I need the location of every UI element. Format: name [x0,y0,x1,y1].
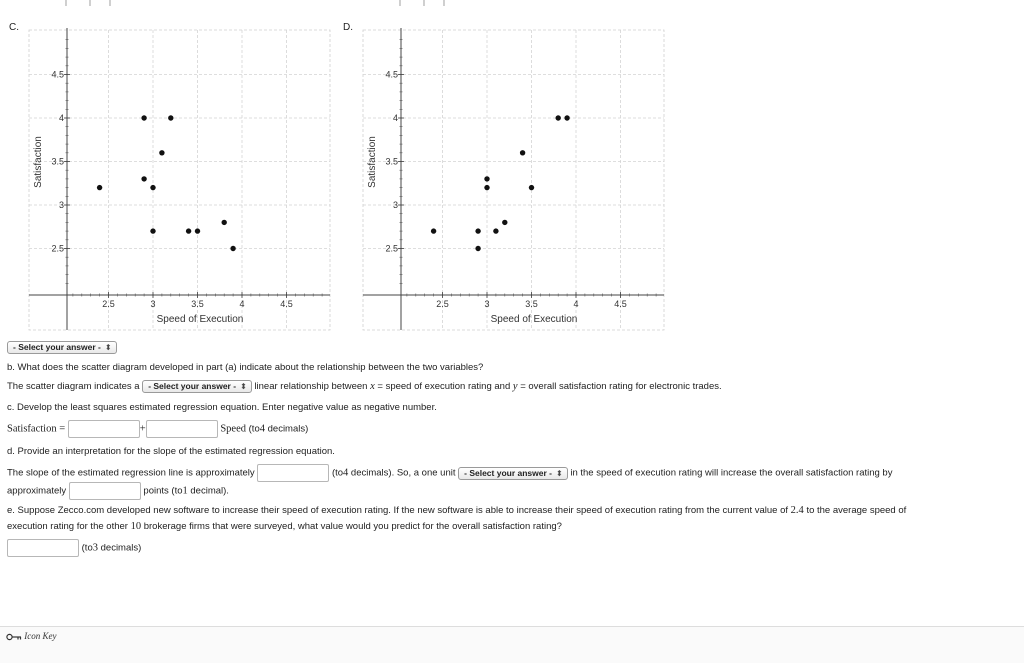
part-d-row-1 [7,464,892,482]
part-e-line1-num: 2.4 [790,505,804,516]
y-tick-label: 4.5 [385,69,398,80]
x-tick-label: 2.5 [102,299,115,309]
equation-lhs: Satisfaction = [7,423,66,435]
x-tick-label: 3 [484,299,490,309]
part-d-note1-pre: (to [331,467,344,479]
y-tick-label: 3.5 [385,156,398,167]
intercept-input[interactable] [68,420,140,438]
x-tick-label: 4 [239,299,245,309]
var-x: x [370,381,375,393]
data-point [564,115,569,120]
slope-interpretation-input[interactable] [257,464,329,482]
data-point [97,185,102,190]
scatter-plot-d [334,0,674,340]
data-point [141,115,146,120]
data-point [484,185,489,190]
plus-sign: + [139,423,146,435]
data-point [141,176,146,181]
part-d-text3: approximately [7,485,67,497]
y-tick-label: 4 [58,113,64,123]
part-d-note1-post: decimals). So, a one unit [350,467,456,479]
data-point [186,228,191,233]
x-tick-label: 3.5 [525,299,538,309]
slope-input[interactable] [146,420,218,438]
part-e-line-2 [7,521,562,532]
data-point [493,228,498,233]
y-axis-label: Satisfaction [33,136,44,188]
var-y: y [512,381,518,393]
x-tick-label: 4.5 [280,299,293,309]
y-tick-label: 4.5 [51,69,64,80]
scatter-plot-c [0,0,340,340]
data-point [159,150,164,155]
plot-c-label: C. [9,22,19,33]
part-c-question: c. Develop the least squares estimated regression equation. Enter negative value as negative number. [7,402,437,413]
part-c-note-num: 4 [259,423,265,435]
relationship-select-text: - Select your answer - [148,381,237,391]
plot-choice-select-text: - Select your answer - [13,342,101,352]
data-point [195,228,200,233]
x-axis-label: Speed of Execution [490,314,578,325]
plot-frame [29,30,330,330]
part-e-line2-post: brokerage firms that were surveyed, what value would you predict for the overall satisfaction rating? [143,521,562,532]
predicted-satisfaction-input[interactable] [7,539,79,557]
x-tick-label: 4 [573,299,579,309]
part-d-note2-num: 1 [182,485,188,497]
equation-rhs: Speed [220,423,246,435]
part-d-note2-pre: points (to [143,485,183,497]
change-direction-select-text: - Select your answer - [464,467,552,478]
y-tick-label: 3 [392,200,398,210]
y-tick-label: 3.5 [51,156,64,167]
part-d-row-2 [7,482,229,500]
part-b-def-y: = overall satisfaction rating for electronic trades. [520,381,722,393]
chevron-updown-icon: ⬍ [556,468,563,478]
data-point [484,176,489,181]
part-c-equation-row [7,420,308,438]
data-point [520,150,525,155]
part-b-answer-row [7,380,722,393]
key-icon [6,633,22,641]
x-tick-label: 3.5 [191,299,204,309]
data-point [230,246,235,251]
y-tick-label: 4 [392,113,398,123]
part-e-line2-pre: execution rating for the other [7,521,128,532]
part-d-text1: The slope of the estimated regression line is approximately [7,467,255,479]
data-point [168,115,173,120]
part-e-note-post: decimals) [100,542,142,554]
part-e-note-num: 3 [92,542,98,554]
y-axis-label: Satisfaction [367,136,378,188]
data-point [475,246,480,251]
x-tick-label: 2.5 [436,299,449,309]
part-d-note2-post: decimal). [190,485,229,497]
part-b-def-x: = speed of execution rating and [377,381,511,393]
part-d-text2: in the speed of execution rating will increase the overall satisfaction rating by [570,467,893,479]
data-point [222,220,227,225]
part-d-note1-num: 4 [343,467,349,479]
y-tick-label: 2.5 [385,243,398,254]
relationship-select[interactable] [142,380,252,393]
data-point [502,220,507,225]
part-b-suffix: linear relationship between [254,381,368,393]
chevron-updown-icon: ⬍ [104,343,112,352]
x-tick-label: 3 [150,299,156,309]
plot-choice-select[interactable] [7,341,117,354]
footer [0,627,1024,663]
part-b-prefix: The scatter diagram indicates a [7,381,140,393]
part-b-question: b. What does the scatter diagram developed in part (a) indicate about the relationship between the two variables? [7,362,484,373]
change-direction-select[interactable] [458,467,568,480]
part-d-question: d. Provide an interpretation for the slope of the estimated regression equation. [7,446,335,457]
data-point [150,228,155,233]
x-tick-label: 4.5 [614,299,627,309]
chevron-updown-icon: ⬍ [240,382,247,391]
part-c-note-post: decimals) [267,423,309,435]
part-c-note-pre: (to [248,423,260,435]
data-point [556,115,561,120]
part-e-line-1 [7,505,906,516]
part-e-note-pre: (to [81,542,93,554]
data-point [529,185,534,190]
points-increase-input[interactable] [69,482,141,500]
part-e-line2-num: 10 [130,521,142,532]
plot-choice-row [7,341,117,354]
y-tick-label: 3 [58,200,64,210]
data-point [431,228,436,233]
icon-key-label: Icon Key [24,631,57,641]
part-e-answer-row [7,539,141,557]
part-e-line1-pre: e. Suppose Zecco.com developed new software to increase their speed of execution rating. If the new software is able to increase their speed of execution rating from the current value of [7,505,789,516]
y-tick-label: 2.5 [51,243,64,254]
icon-key-link[interactable] [6,631,56,641]
data-point [150,185,155,190]
x-axis-label: Speed of Execution [156,314,244,325]
plot-frame [363,30,664,330]
data-point [475,228,480,233]
plot-d-label: D. [343,22,353,33]
part-e-line1-post: to the average speed of [806,505,907,516]
